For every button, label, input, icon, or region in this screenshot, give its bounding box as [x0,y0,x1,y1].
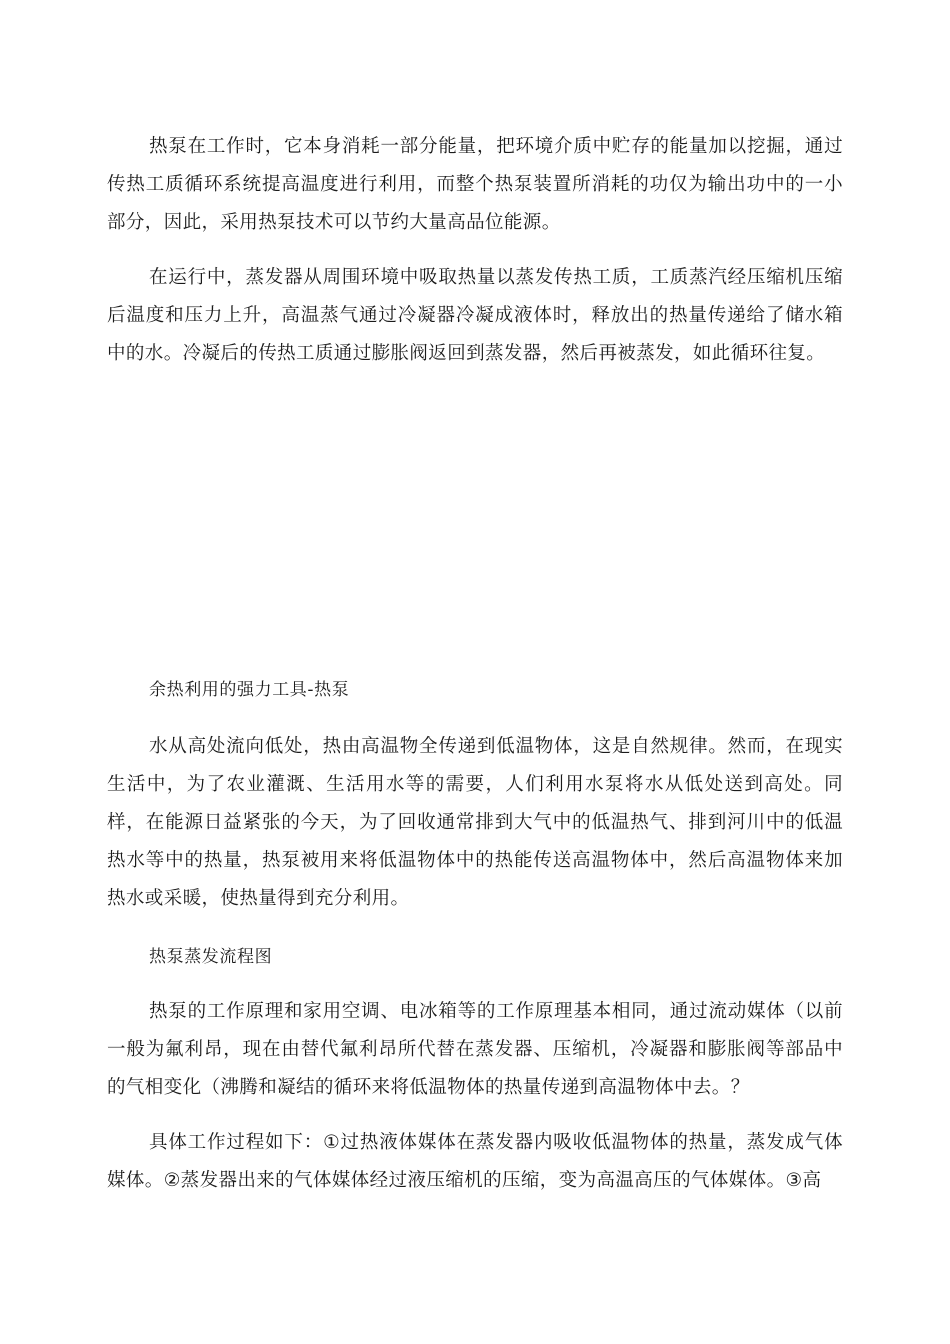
section-heading-flow-chart: 热泵蒸发流程图 [149,947,273,967]
section-heading-waste-heat: 余热利用的强力工具-热泵 [149,680,350,700]
paragraph-working-principle: 热泵的工作原理和家用空调、电冰箱等的工作原理基本相同，通过流动媒体（以前一般为氟利昂，现在由替代氟利昂所代替在蒸发器、压缩机，冷凝器和膨胀阀等部品中的气相变化（沸腾和凝结的循环来将低温物体的热量传递到高温物体中去。？ [107,1001,843,1098]
paragraph-heat-pump-energy: 热泵在工作时，它本身消耗一部分能量，把环境介质中贮存的能量加以挖掘，通过传热工质循环系统提高温度进行利用，而整个热泵装置所消耗的功仅为输出功中的一小部分，因此，采用热泵技术可以节约大量高品位能源。 [107,136,843,233]
paragraph-operation-cycle: 在运行中，蒸发器从周围环境中吸取热量以蒸发传热工质，工质蒸汽经压缩机压缩后温度和压力上升，高温蒸气通过冷凝器冷凝成液体时，释放出的热量传递给了储水箱中的水。冷凝后的传热工质通过膨胀阀返回到蒸发器，然后再被蒸发，如此循环往复。 [107,267,843,364]
paragraph-natural-law: 水从高处流向低处，热由高温物全传递到低温物体，这是自然规律。然而，在现实生活中，为了农业灌溉、生活用水等的需要，人们利用水泵将水从低处送到高处。同样，在能源日益紧张的今天，为了回收通常排到大气中的低温热气、排到河川中的低温热水等中的热量，热泵被用来将低温物体中的热能传送高温物体中，然后高温物体来加热水或采暖，使热量得到充分利用。 [107,736,843,909]
paragraph-working-process: 具体工作过程如下：①过热液体媒体在蒸发器内吸收低温物体的热量，蒸发成气体媒体。②蒸发器出来的气体媒体经过液压缩机的压缩，变为高温高压的气体媒体。③高 [107,1132,843,1191]
